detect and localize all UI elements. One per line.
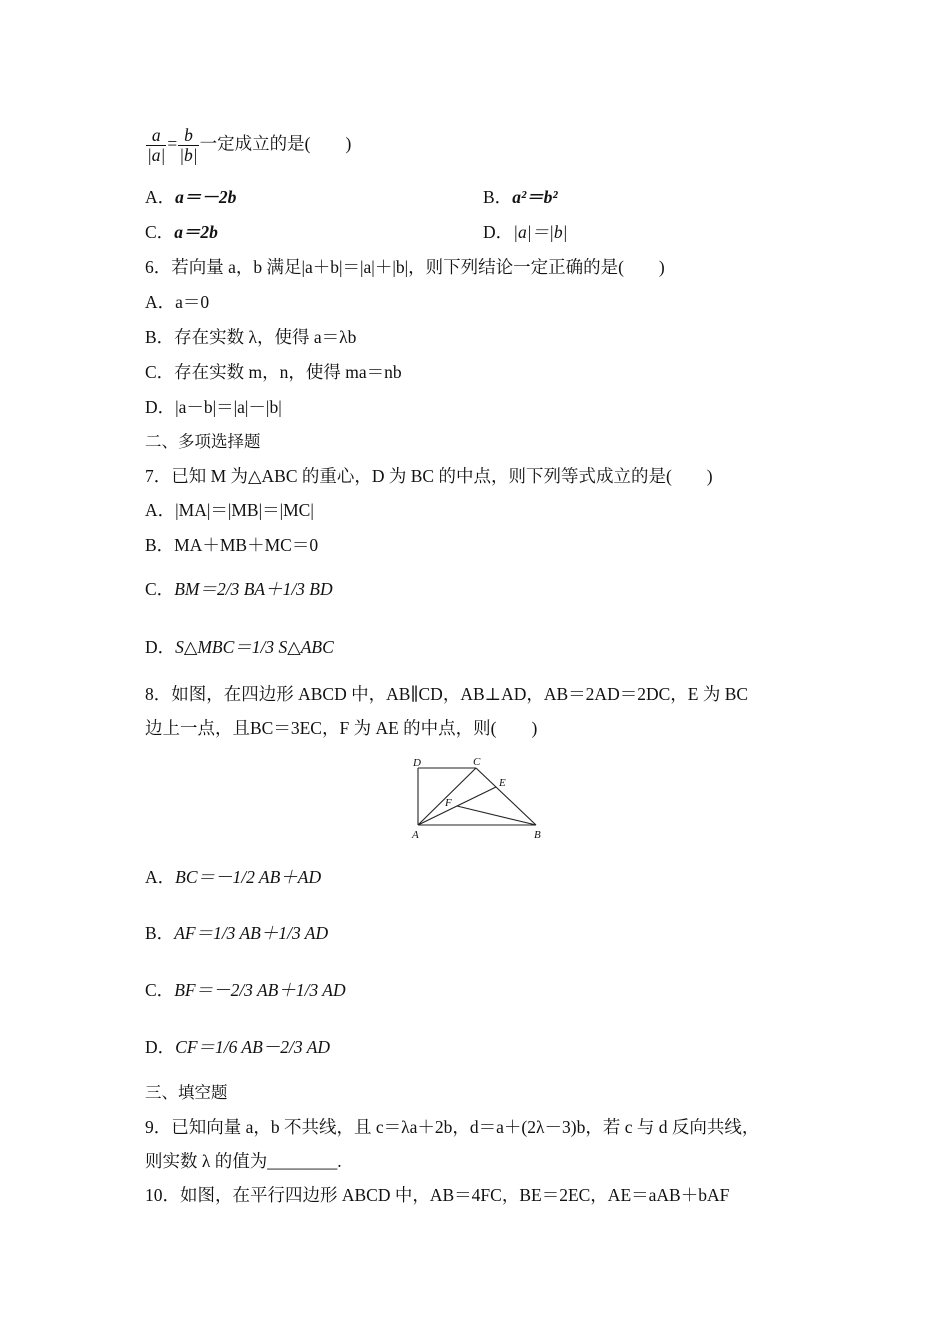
q8-option-d[interactable]: D．CF＝1/6 AB－2/3 AD [145,1037,331,1057]
q6-option-d[interactable]: D．|a－b|＝|a|－|b| [145,397,282,417]
q6-option-c[interactable]: C．存在实数 m，n，使得 ma＝nb [145,362,402,382]
q5-frac-a: $\frac{a}{|a|}$ [147,125,166,165]
q5-option-a[interactable]: A．a＝－2b [145,187,237,207]
label-F: F [445,797,452,809]
q6-option-a[interactable]: A．a＝0 [145,292,210,312]
q5-option-b[interactable]: B．a²＝b² [483,187,558,207]
q8-stem-line2: 边上一点，且BC＝3EC，F 为 AE 的中点，则( ) [145,718,538,738]
q5-option-d[interactable]: D．|a|＝|b| [483,222,568,242]
q8-stem-line1: 8．如图，在四边形 ABCD 中，AB∥CD，AB⊥AD，AB＝2AD＝2DC，E 为 BC [145,684,749,704]
q7-option-c[interactable]: C．BM＝2/3 BA＋1/3 BD [145,579,333,599]
q5-stem: $\frac{a}{|a|}$ = $\frac{b}{|b|}$ 一定成立的是( ) [147,125,352,165]
q6-stem: 6．若向量 a，b 满足|a＋b|＝|a|＋|b|，则下列结论一定正确的是( ) [145,257,665,277]
label-E: E [499,777,506,789]
label-D: D [413,757,421,769]
q10-line1: 10．如图，在平行四边形 ABCD 中，AB＝4FC，BE＝2EC，AE＝aAB＋bAF [145,1185,730,1205]
q9-line1: 9．已知向量 a，b 不共线，且 c＝λa＋2b，d＝a＋(2λ－3)b，若 c 与 d 反向共线， [145,1117,760,1137]
label-C: C [473,756,481,768]
label-A: A [412,829,419,841]
q5-frac-b: $\frac{b}{|b|}$ [179,125,198,165]
q8-option-a[interactable]: A．BC＝－1/2 AB＋AD [145,867,322,887]
section-heading-fill-in: 三、填空题 [145,1083,228,1102]
label-B: B [534,829,541,841]
segment-FB [457,806,536,825]
section-heading-multiple-choice: 二、多项选择题 [145,432,261,451]
q8-option-c[interactable]: C．BF＝－2/3 AB＋1/3 AD [145,980,346,1000]
q8-option-b[interactable]: B．AF＝1/3 AB＋1/3 AD [145,923,329,943]
q7-option-a[interactable]: A．|MA|＝|MB|＝|MC| [145,500,314,520]
q9-line2[interactable]: 则实数 λ 的值为________. [145,1151,342,1171]
q7-option-b[interactable]: B．MA＋MB＋MC＝0 [145,535,319,555]
q6-option-b[interactable]: B．存在实数 λ，使得 a＝λb [145,327,357,347]
q7-option-d[interactable]: D．S△MBC＝1/3 S△ABC [145,637,334,657]
q7-stem: 7．已知 M 为△ABC 的重心，D 为 BC 的中点，则下列等式成立的是( ) [145,466,713,486]
segment-CB [476,768,536,825]
q5-option-c[interactable]: C．a＝2b [145,222,218,242]
q8-quadrilateral-figure [405,754,555,844]
